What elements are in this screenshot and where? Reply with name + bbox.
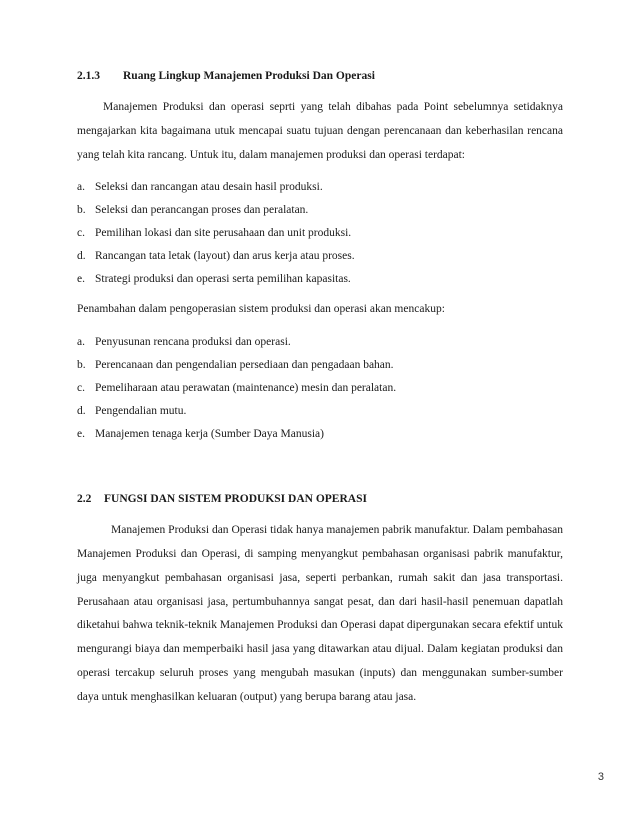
- list-marker: b.: [77, 204, 86, 217]
- page-content: [77, 68, 563, 710]
- list-marker: a.: [77, 181, 85, 194]
- operations-list: [77, 331, 563, 446]
- list-marker: d.: [77, 405, 86, 418]
- list-item-text: Manajemen tenaga kerja (Sumber Daya Manusia): [95, 428, 324, 441]
- section-heading-2-2: [77, 491, 563, 507]
- scope-list: [77, 176, 563, 291]
- list-item-text: Pemilihan lokasi dan site perusahaan dan unit produksi.: [95, 227, 352, 240]
- middle-paragraph: Penambahan dalam pengoperasian sistem produksi dan operasi akan mencakup:: [77, 303, 445, 316]
- section-number: 2.2: [77, 493, 92, 506]
- list-item-text: Perencanaan dan pengendalian persediaan dan pengadaan bahan.: [95, 359, 394, 372]
- section-title: FUNGSI DAN SISTEM PRODUKSI DAN OPERASI: [104, 493, 367, 506]
- list-marker: e.: [77, 428, 85, 441]
- list-marker: b.: [77, 359, 86, 372]
- list-marker: c.: [77, 382, 85, 395]
- body-paragraph: Manajemen Produksi dan Operasi tidak hanya manajemen pabrik manufaktur. Dalam pembahasan Manajemen Produksi dan Operasi, di samping menyangkut pembahasan organisasi pabrik manufaktur, juga menyangkut pembahasan organisasi jasa, seperti perbankan, rumah sakit dan jasa transportasi. Perusahaan atau organisasi jasa, pertumbuhannya sangat pesat, dan dari hasil-hasil penemuan dapatlah diketahui bahwa teknik-teknik Manajemen Produksi dan Operasi dapat dipergunakan secara efektif untuk mengurangi biaya dan memperbaiki hasil jasa yang ditawarkan atau dijual. Dalam kegiatan produksi dan operasi tercakup seluruh proses yang mengubah masukan (inputs) dan menggunakan sumber-sumber daya untuk menghasilkan keluaran (output) yang berupa barang atau jasa.: [77, 524, 563, 703]
- list-item: [77, 331, 563, 354]
- section-number: 2.1.3: [77, 70, 100, 82]
- list-item: [77, 176, 563, 199]
- list-item-text: Pemeliharaan atau perawatan (maintenance) mesin dan peralatan.: [95, 382, 397, 395]
- list-item: [77, 354, 563, 377]
- list-item-text: Rancangan tata letak (layout) dan arus kerja atau proses.: [95, 250, 355, 263]
- list-item-text: Seleksi dan rancangan atau desain hasil produksi.: [95, 181, 323, 194]
- list-item: [77, 377, 563, 400]
- list-marker: d.: [77, 250, 86, 263]
- list-item-text: Penyusunan rencana produksi dan operasi.: [95, 336, 291, 349]
- list-item-text: Seleksi dan perancangan proses dan peralatan.: [95, 204, 309, 217]
- intro-paragraph: Manajemen Produksi dan operasi seprti yang telah dibahas pada Point sebelumnya setidaknya mengajarkan kita bagaimana utuk mencapai suatu tujuan dengan perencanaan dan keberhasilan rencana yang telah kita rancang. Untuk itu, dalam manajemen produksi dan operasi terdapat:: [77, 101, 563, 161]
- list-item: [77, 222, 563, 245]
- list-item: [77, 199, 563, 222]
- page-number: 3: [597, 771, 604, 783]
- list-item-text: Strategi produksi dan operasi serta pemilihan kapasitas.: [95, 273, 351, 286]
- list-marker: e.: [77, 273, 85, 286]
- list-item-text: Pengendalian mutu.: [95, 405, 187, 418]
- list-marker: c.: [77, 227, 85, 240]
- list-item: [77, 423, 563, 446]
- list-item: [77, 245, 563, 268]
- section-title: Ruang Lingkup Manajemen Produksi Dan Operasi: [123, 70, 375, 82]
- list-item: [77, 400, 563, 423]
- list-marker: a.: [77, 336, 85, 349]
- list-item: [77, 268, 563, 291]
- section-heading-2-1-3: [77, 68, 563, 84]
